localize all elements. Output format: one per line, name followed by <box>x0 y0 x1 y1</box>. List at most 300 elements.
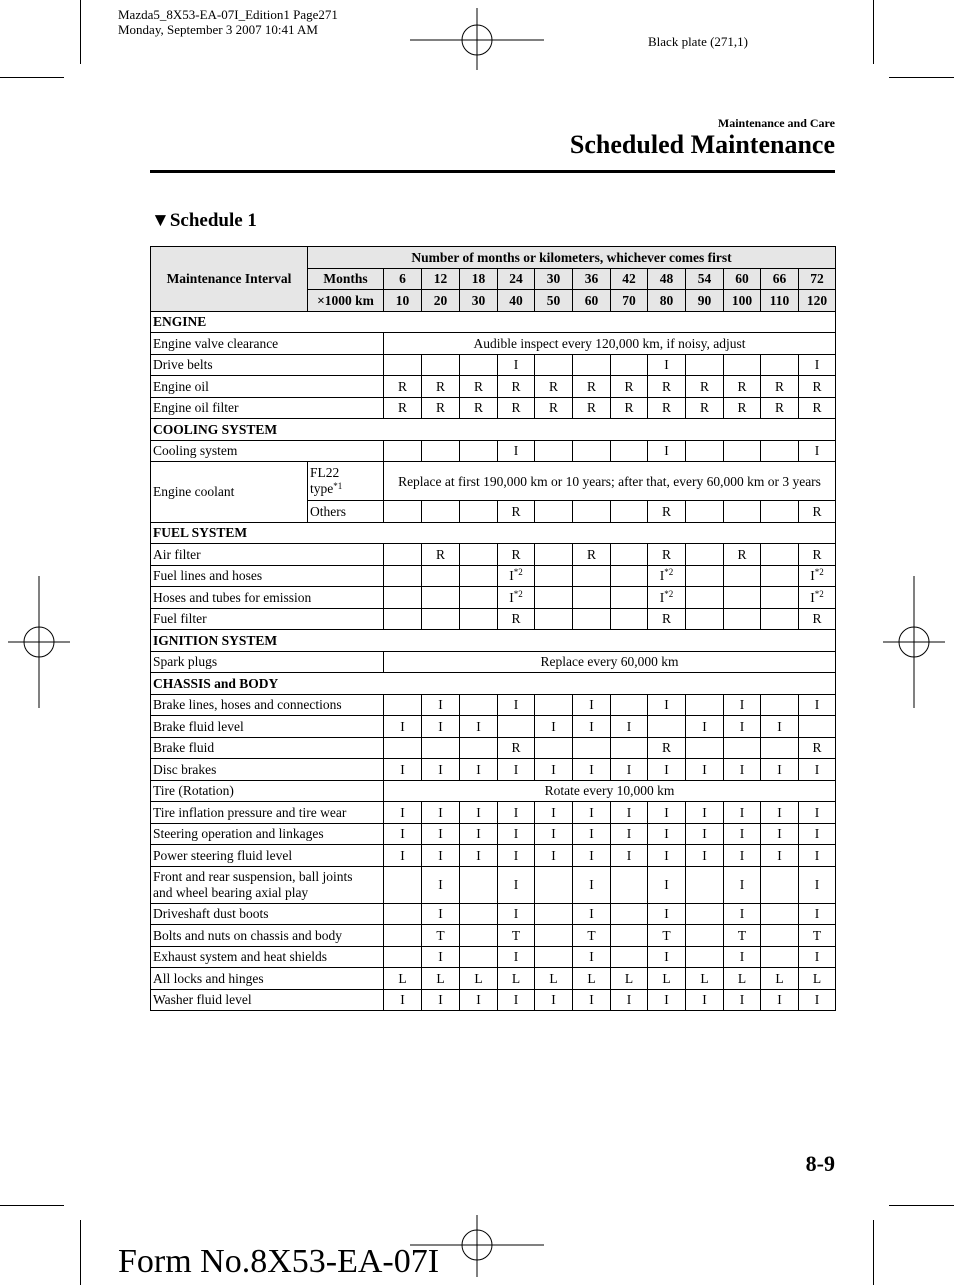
schedule-cell: I <box>422 759 460 781</box>
schedule-cell: I <box>498 946 535 968</box>
row-label: Drive belts <box>151 354 384 376</box>
schedule-cell: T <box>724 925 761 947</box>
schedule-cell: L <box>498 968 535 990</box>
schedule-cell <box>384 587 422 609</box>
schedule-cell: I <box>724 802 761 824</box>
table-row <box>151 376 836 398</box>
schedule-cell <box>384 866 422 903</box>
schedule-cell <box>686 440 724 462</box>
table-row <box>151 397 836 419</box>
row-label: All locks and hinges <box>151 968 384 990</box>
category-row <box>151 311 836 333</box>
schedule-cell: I <box>686 716 724 738</box>
schedule-cell: R <box>498 397 535 419</box>
schedule-cell: L <box>573 968 611 990</box>
plate-label: Black plate (271,1) <box>648 34 748 49</box>
schedule-cell: I <box>724 866 761 903</box>
schedule-cell <box>422 440 460 462</box>
title-rule <box>150 170 835 173</box>
schedule-cell <box>686 544 724 566</box>
schedule-cell: I <box>799 845 836 867</box>
schedule-cell: $I^{*2}$ <box>648 587 686 609</box>
schedule-cell: R <box>799 501 836 523</box>
row-label: Driveshaft dust boots <box>151 903 384 925</box>
schedule-cell: I <box>460 823 498 845</box>
schedule-cell: R <box>611 376 648 398</box>
schedule-cell <box>460 608 498 630</box>
km-header-cell: 60 <box>573 290 611 312</box>
schedule-cell <box>384 565 422 587</box>
schedule-cell: R <box>535 397 573 419</box>
table-row <box>151 989 836 1011</box>
schedule-cell: I <box>648 759 686 781</box>
schedule-cell <box>422 737 460 759</box>
schedule-cell: R <box>799 608 836 630</box>
registration-mark-left <box>8 576 70 708</box>
schedule-cell: I <box>799 759 836 781</box>
schedule-cell: I <box>422 845 460 867</box>
schedule-cell: $I^{*2}$ <box>498 587 535 609</box>
schedule-cell <box>535 946 573 968</box>
schedule-cell: L <box>535 968 573 990</box>
schedule-cell: T <box>498 925 535 947</box>
schedule-cell <box>573 565 611 587</box>
schedule-cell <box>573 501 611 523</box>
schedule-cell <box>422 565 460 587</box>
schedule-cell: I <box>611 716 648 738</box>
schedule-cell: R <box>498 544 535 566</box>
table-row <box>151 946 836 968</box>
table-row <box>151 780 836 802</box>
schedule-cell <box>724 501 761 523</box>
row-note: Rotate every 10,000 km <box>384 780 836 802</box>
schedule-cell: I <box>611 845 648 867</box>
schedule-cell: I <box>611 802 648 824</box>
category-row <box>151 630 836 652</box>
schedule-cell <box>761 440 799 462</box>
schedule-cell: R <box>648 376 686 398</box>
schedule-cell: T <box>422 925 460 947</box>
schedule-cell <box>573 737 611 759</box>
triangle-down-icon: ▼ <box>151 210 170 231</box>
schedule-cell: R <box>384 397 422 419</box>
schedule-cell: I <box>648 845 686 867</box>
schedule-heading <box>151 210 257 232</box>
schedule-cell: I <box>422 802 460 824</box>
schedule-cell: R <box>761 397 799 419</box>
schedule-cell <box>686 925 724 947</box>
schedule-cell <box>686 946 724 968</box>
schedule-cell <box>611 501 648 523</box>
km-header-cell: 70 <box>611 290 648 312</box>
schedule-cell: I <box>761 802 799 824</box>
schedule-cell <box>384 544 422 566</box>
schedule-cell <box>535 694 573 716</box>
schedule-cell <box>460 501 498 523</box>
schedule-cell: R <box>498 376 535 398</box>
row-label: Steering operation and linkages <box>151 823 384 845</box>
schedule-cell <box>422 608 460 630</box>
table-row <box>151 354 836 376</box>
km-header-cell: 100 <box>724 290 761 312</box>
month-header-cell: 66 <box>761 268 799 290</box>
schedule-title: Schedule 1 <box>169 210 257 231</box>
schedule-cell: I <box>535 989 573 1011</box>
km-label: ×1000 km <box>308 290 384 312</box>
schedule-cell: T <box>648 925 686 947</box>
km-header-cell: 90 <box>686 290 724 312</box>
schedule-cell <box>384 925 422 947</box>
schedule-cell <box>460 903 498 925</box>
schedule-cell: I <box>384 823 422 845</box>
row-label: Front and rear suspension, ball joints and wheel bearing axial play <box>151 866 384 903</box>
km-header-cell: 110 <box>761 290 799 312</box>
schedule-cell <box>535 608 573 630</box>
schedule-cell: I <box>761 845 799 867</box>
schedule-cell: L <box>611 968 648 990</box>
form-number: Form No.8X53-EA-07I <box>118 1243 440 1280</box>
category-row <box>151 419 836 441</box>
schedule-cell: I <box>724 759 761 781</box>
schedule-cell <box>384 501 422 523</box>
schedule-cell <box>573 608 611 630</box>
schedule-cell <box>460 694 498 716</box>
schedule-cell: I <box>573 802 611 824</box>
schedule-cell: I <box>686 759 724 781</box>
registration-mark-top <box>410 8 544 70</box>
schedule-cell <box>573 587 611 609</box>
schedule-cell <box>535 440 573 462</box>
schedule-cell <box>686 608 724 630</box>
schedule-cell <box>611 925 648 947</box>
schedule-cell: I <box>648 946 686 968</box>
schedule-cell: I <box>535 716 573 738</box>
schedule-cell <box>761 866 799 903</box>
schedule-cell <box>460 946 498 968</box>
schedule-cell: I <box>799 989 836 1011</box>
schedule-cell: I <box>422 989 460 1011</box>
schedule-cell <box>384 737 422 759</box>
schedule-cell: I <box>573 866 611 903</box>
schedule-cell: I <box>648 694 686 716</box>
schedule-cell: I <box>498 802 535 824</box>
schedule-cell: R <box>384 376 422 398</box>
month-header-cell: 12 <box>422 268 460 290</box>
schedule-cell: R <box>724 544 761 566</box>
schedule-cell <box>535 565 573 587</box>
km-header-cell: 30 <box>460 290 498 312</box>
schedule-cell: I <box>724 946 761 968</box>
schedule-cell: I <box>535 759 573 781</box>
schedule-cell <box>761 694 799 716</box>
schedule-cell: I <box>460 802 498 824</box>
schedule-cell: $I^{*2}$ <box>799 587 836 609</box>
schedule-cell <box>535 925 573 947</box>
table-row <box>151 845 836 867</box>
schedule-cell <box>686 354 724 376</box>
schedule-cell <box>384 608 422 630</box>
row-label: Air filter <box>151 544 384 566</box>
schedule-cell: I <box>498 866 535 903</box>
schedule-cell: I <box>573 946 611 968</box>
row-note: Replace every 60,000 km <box>384 651 836 673</box>
schedule-cell: R <box>422 397 460 419</box>
schedule-cell: I <box>535 802 573 824</box>
schedule-cell <box>761 925 799 947</box>
schedule-cell: R <box>573 376 611 398</box>
km-header-cell: 10 <box>384 290 422 312</box>
row-label: Washer fluid level <box>151 989 384 1011</box>
schedule-cell <box>535 737 573 759</box>
schedule-cell <box>573 354 611 376</box>
schedule-cell: I <box>686 845 724 867</box>
month-header-cell: 36 <box>573 268 611 290</box>
schedule-cell: R <box>686 397 724 419</box>
schedule-cell <box>460 737 498 759</box>
row-note: Audible inspect every 120,000 km, if noisy, adjust <box>384 333 836 355</box>
schedule-cell <box>761 903 799 925</box>
schedule-cell: I <box>648 823 686 845</box>
schedule-cell: I <box>422 694 460 716</box>
row-label: Engine oil filter <box>151 397 384 419</box>
schedule-cell: R <box>422 544 460 566</box>
km-header-cell: 20 <box>422 290 460 312</box>
row-label: Power steering fluid level <box>151 845 384 867</box>
schedule-cell: R <box>422 376 460 398</box>
schedule-cell <box>611 737 648 759</box>
schedule-cell <box>611 587 648 609</box>
schedule-cell <box>573 440 611 462</box>
schedule-cell: I <box>384 759 422 781</box>
table-row <box>151 968 836 990</box>
schedule-cell: I <box>422 823 460 845</box>
schedule-cell <box>460 866 498 903</box>
row-label: Cooling system <box>151 440 384 462</box>
schedule-cell <box>535 354 573 376</box>
row-label: Fuel lines and hoses <box>151 565 384 587</box>
schedule-cell <box>611 565 648 587</box>
category-chassis: CHASSIS and BODY <box>151 673 836 695</box>
table-row <box>151 651 836 673</box>
km-header-cell: 50 <box>535 290 573 312</box>
table-row <box>151 440 836 462</box>
table-row <box>151 903 836 925</box>
schedule-cell <box>422 354 460 376</box>
schedule-cell: I <box>724 845 761 867</box>
schedule-cell: I <box>799 866 836 903</box>
schedule-cell: I <box>498 354 535 376</box>
schedule-cell <box>384 903 422 925</box>
schedule-cell: I <box>724 989 761 1011</box>
schedule-cell: R <box>724 397 761 419</box>
schedule-cell <box>724 608 761 630</box>
row-label: Fuel filter <box>151 608 384 630</box>
schedule-cell <box>611 903 648 925</box>
schedule-cell: R <box>460 376 498 398</box>
schedule-cell: I <box>799 694 836 716</box>
row-label: Brake fluid <box>151 737 384 759</box>
registration-mark-right <box>883 576 945 708</box>
schedule-cell <box>724 737 761 759</box>
schedule-cell <box>535 544 573 566</box>
table-row <box>151 759 836 781</box>
schedule-cell: I <box>648 989 686 1011</box>
schedule-cell <box>384 440 422 462</box>
schedule-cell: I <box>611 759 648 781</box>
schedule-cell: I <box>611 823 648 845</box>
row-label: Brake lines, hoses and connections <box>151 694 384 716</box>
schedule-cell <box>535 501 573 523</box>
schedule-cell: L <box>724 968 761 990</box>
schedule-cell: R <box>498 608 535 630</box>
schedule-cell <box>611 440 648 462</box>
interval-header: Maintenance Interval <box>151 247 308 312</box>
schedule-cell: R <box>761 376 799 398</box>
category-cooling: COOLING SYSTEM <box>151 419 836 441</box>
schedule-cell: I <box>799 802 836 824</box>
schedule-cell <box>460 544 498 566</box>
schedule-cell <box>422 587 460 609</box>
category-ignition: IGNITION SYSTEM <box>151 630 836 652</box>
schedule-cell: $I^{*2}$ <box>648 565 686 587</box>
row-label: Engine coolant <box>151 462 308 523</box>
schedule-cell: I <box>498 903 535 925</box>
schedule-cell: R <box>799 544 836 566</box>
schedule-cell <box>498 716 535 738</box>
schedule-cell: I <box>573 845 611 867</box>
header-row-top <box>151 247 836 269</box>
schedule-cell: R <box>611 397 648 419</box>
schedule-cell: I <box>498 759 535 781</box>
table-row <box>151 587 836 609</box>
schedule-cell: I <box>384 845 422 867</box>
row-label: Bolts and nuts on chassis and body <box>151 925 384 947</box>
schedule-cell: I <box>686 802 724 824</box>
schedule-cell <box>611 694 648 716</box>
schedule-cell: L <box>422 968 460 990</box>
schedule-cell: R <box>724 376 761 398</box>
file-info-line2: Monday, September 3 2007 10:41 AM <box>118 22 318 37</box>
table-row <box>151 866 836 903</box>
schedule-cell: I <box>384 989 422 1011</box>
maintenance-table <box>150 246 836 1011</box>
schedule-cell: I <box>648 903 686 925</box>
schedule-cell: I <box>460 989 498 1011</box>
month-header-cell: 18 <box>460 268 498 290</box>
table-row <box>151 544 836 566</box>
month-header-cell: 6 <box>384 268 422 290</box>
km-header-cell: 120 <box>799 290 836 312</box>
schedule-cell <box>724 354 761 376</box>
schedule-cell <box>611 946 648 968</box>
schedule-cell: I <box>384 716 422 738</box>
row-label: Engine oil <box>151 376 384 398</box>
km-header-cell: 40 <box>498 290 535 312</box>
schedule-cell <box>761 354 799 376</box>
table-row <box>151 462 836 501</box>
category-engine: ENGINE <box>151 311 836 333</box>
schedule-cell: R <box>460 397 498 419</box>
schedule-cell: L <box>761 968 799 990</box>
schedule-cell <box>460 925 498 947</box>
schedule-cell: I <box>498 440 535 462</box>
schedule-cell: R <box>648 737 686 759</box>
schedule-cell: L <box>686 968 724 990</box>
schedule-cell: T <box>573 925 611 947</box>
row-label: Engine valve clearance <box>151 333 384 355</box>
schedule-cell <box>460 354 498 376</box>
schedule-cell <box>761 565 799 587</box>
schedule-cell: R <box>573 397 611 419</box>
schedule-cell: R <box>648 608 686 630</box>
schedule-cell: I <box>573 903 611 925</box>
schedule-cell: $I^{*2}$ <box>498 565 535 587</box>
schedule-cell <box>686 737 724 759</box>
file-info-line1: Mazda5_8X53-EA-07I_Edition1 Page271 <box>118 7 338 22</box>
schedule-cell: I <box>686 989 724 1011</box>
schedule-cell: R <box>648 544 686 566</box>
schedule-cell: L <box>648 968 686 990</box>
schedule-cell <box>686 903 724 925</box>
schedule-cell: L <box>384 968 422 990</box>
schedule-cell: I <box>686 823 724 845</box>
schedule-cell: I <box>799 354 836 376</box>
schedule-cell <box>761 587 799 609</box>
schedule-cell: I <box>573 694 611 716</box>
schedule-cell <box>686 866 724 903</box>
table-row <box>151 608 836 630</box>
coolant-fl22-label: FL22 type$^{*1}$ <box>308 462 384 501</box>
schedule-cell: I <box>648 866 686 903</box>
schedule-cell: I <box>761 989 799 1011</box>
schedule-cell <box>535 587 573 609</box>
table-row <box>151 802 836 824</box>
month-header-cell: 54 <box>686 268 724 290</box>
file-info <box>118 7 338 37</box>
table-row <box>151 694 836 716</box>
schedule-cell <box>648 716 686 738</box>
schedule-cell <box>611 354 648 376</box>
row-label: Spark plugs <box>151 651 384 673</box>
schedule-cell <box>761 737 799 759</box>
schedule-cell: I <box>498 845 535 867</box>
schedule-cell <box>761 946 799 968</box>
page-title: Scheduled Maintenance <box>569 130 835 159</box>
schedule-cell: I <box>799 823 836 845</box>
months-label: Months <box>308 268 384 290</box>
schedule-cell <box>724 587 761 609</box>
schedule-cell: I <box>535 845 573 867</box>
schedule-cell: I <box>724 716 761 738</box>
month-header-cell: 72 <box>799 268 836 290</box>
schedule-cell: R <box>799 737 836 759</box>
schedule-cell: R <box>648 501 686 523</box>
schedule-cell <box>686 694 724 716</box>
row-label: Disc brakes <box>151 759 384 781</box>
km-header-cell: 80 <box>648 290 686 312</box>
schedule-cell: R <box>799 376 836 398</box>
table-row <box>151 737 836 759</box>
table-row <box>151 333 836 355</box>
schedule-cell <box>686 501 724 523</box>
schedule-cell: I <box>648 440 686 462</box>
schedule-cell: I <box>648 802 686 824</box>
month-header-cell: 60 <box>724 268 761 290</box>
schedule-cell: R <box>573 544 611 566</box>
schedule-cell <box>384 946 422 968</box>
schedule-cell <box>686 565 724 587</box>
schedule-cell <box>611 608 648 630</box>
